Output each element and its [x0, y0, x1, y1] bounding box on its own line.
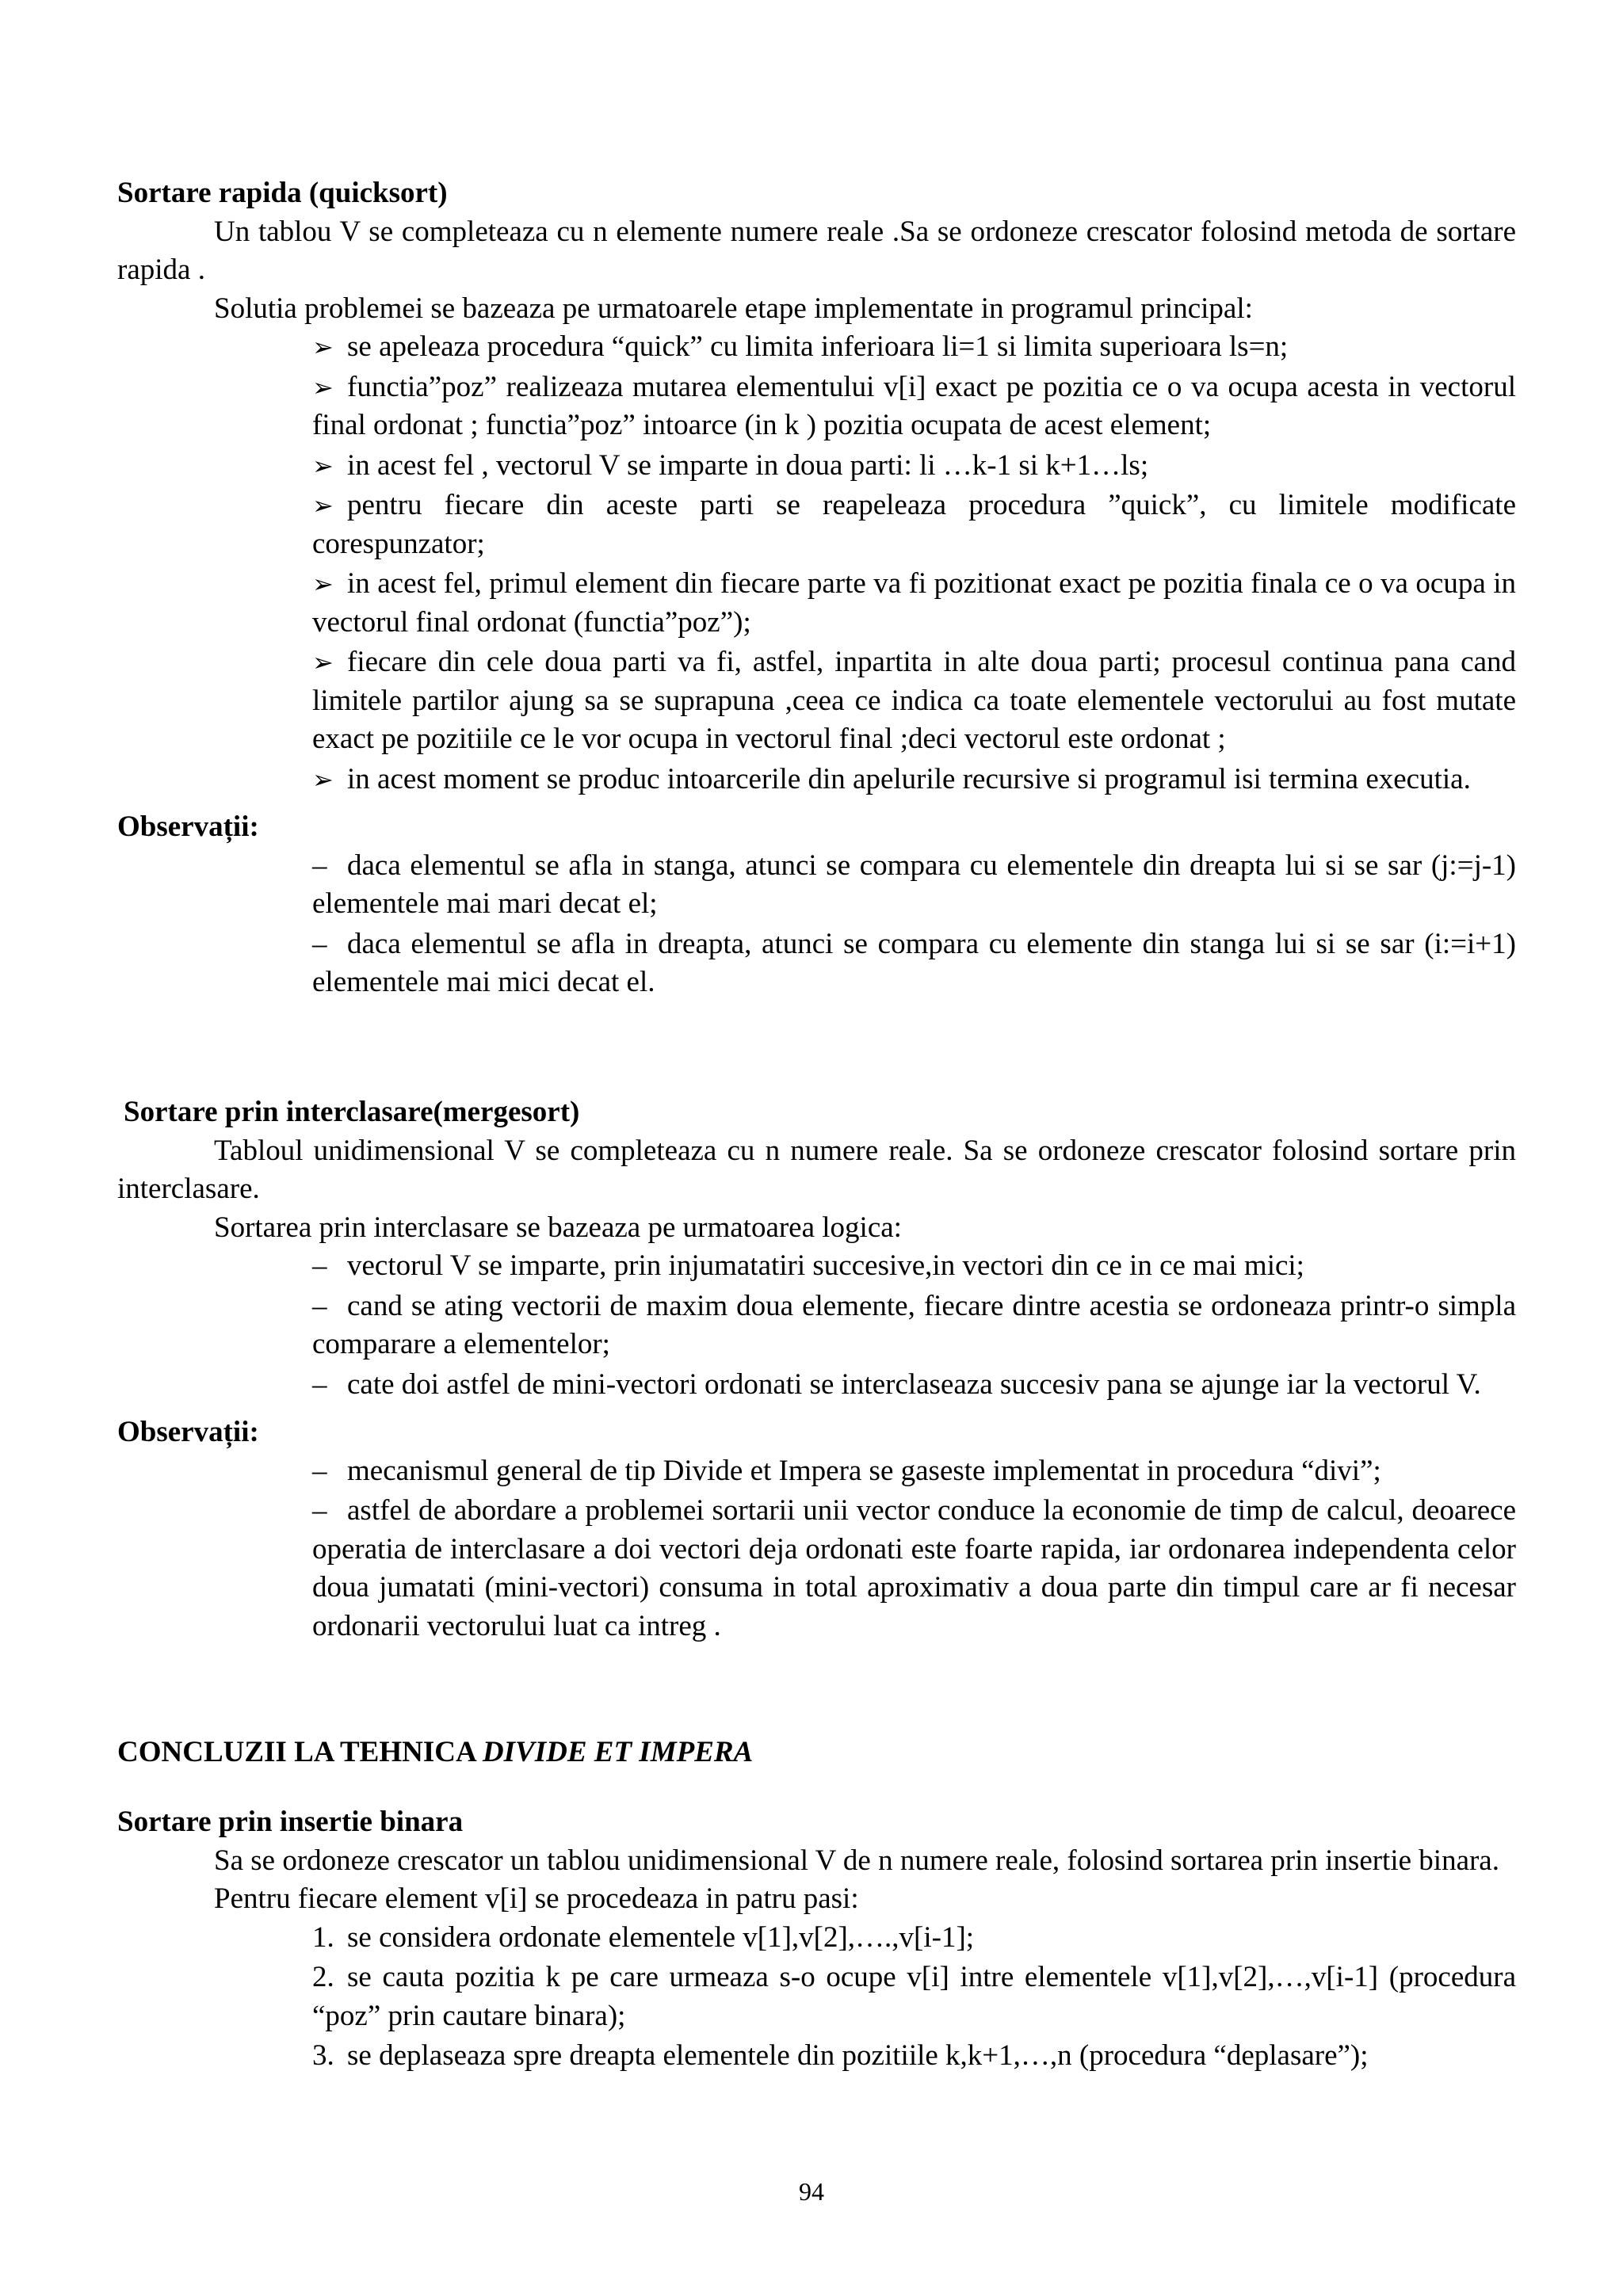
arrow-bullet-icon: ➢	[312, 765, 334, 794]
mergesort-section	[117, 1093, 1516, 1647]
list-item: ➢ fiecare din cele doua parti va fi, astfel, inpartita in alte doua parti; procesul continua pana cand limitele partilor ajung sa se suprapuna ,ceea ce indica ca toate elementele vectorului au fost mutate exact pe pozitiile ce le vor ocupa in vectorul final ;deci vectorul este ordonat ;	[312, 643, 1516, 759]
dash-bullet: –	[312, 1289, 327, 1322]
binary-insertion-section	[117, 1803, 1516, 2077]
list-item: ➢ se apeleaza procedura “quick” cu limita inferioara li=1 si limita superioara ls=n;	[312, 328, 1516, 367]
mergesort-steps	[312, 1247, 1516, 1404]
list-item: ➢ in acest moment se produc intoarcerile din apelurile recursive si programul isi termina executia.	[312, 761, 1516, 799]
dash-bullet: –	[312, 1249, 327, 1282]
quicksort-steps	[312, 328, 1516, 799]
list-item: ➢ in acest fel, primul element din fiecare parte va fi pozitionat exact pe pozitia finala ce o va ocupa in vectorul final ordonat (functia”poz”);	[312, 565, 1516, 642]
dash-bullet: –	[312, 1494, 327, 1527]
list-item: ➢ pentru fiecare din aceste parti se reapeleaza procedura ”quick”, cu limitele modificate corespunzator;	[312, 486, 1516, 563]
arrow-bullet-icon: ➢	[312, 648, 334, 677]
step-number: 2.	[312, 1961, 334, 1993]
mergesort-observations	[312, 1452, 1516, 1646]
conclusion-section	[117, 1733, 1516, 1772]
list-item: – cand se ating vectorii de maxim doua elemente, fiecare dintre acestia se ordoneaza printr-o simpla comparare a elementelor;	[312, 1287, 1516, 1364]
dash-bullet: –	[312, 1454, 327, 1487]
paragraph: Sortarea prin interclasare se bazeaza pe urmatoarea logica:	[214, 1211, 902, 1244]
step-number: 1.	[312, 1920, 334, 1954]
observations-label: Observații:	[117, 810, 259, 843]
list-item: 1. se considera ordonate elementele v[1],v[2],….,v[i-1];	[312, 1919, 1516, 1958]
dash-bullet: –	[312, 927, 327, 960]
section-title: Sortare rapida (quicksort)	[117, 177, 448, 209]
list-item: 2. se cauta pozitia k pe care urmeaza s-o ocupe v[i] intre elementele v[1],v[2],…,v[i-1] (procedura “poz” prin cautare binara);	[312, 1958, 1516, 2035]
section-title: Sortare prin interclasare(mergesort)	[124, 1096, 580, 1128]
paragraph: Un tablou V se completeaza cu n elemente numere reale .Sa se ordoneze crescator folosind metoda de sortare rapida .	[117, 215, 1516, 286]
binary-insertion-steps	[312, 1919, 1516, 2076]
paragraph: Tabloul unidimensional V se completeaza cu n numere reale. Sa se ordoneze crescator folosind sortare prin interclasare.	[117, 1134, 1516, 1205]
observations-label: Observații:	[117, 1416, 259, 1448]
list-item: – daca elementul se afla in dreapta, atunci se compara cu elemente din stanga lui si se sar (i:=i+1) elementele mai mici decat el.	[312, 925, 1516, 1002]
arrow-bullet-icon: ➢	[312, 333, 334, 361]
step-number: 3.	[312, 2039, 334, 2072]
arrow-bullet-icon: ➢	[312, 491, 334, 520]
dash-bullet: –	[312, 849, 327, 882]
list-item: – vectorul V se imparte, prin injumatatiri succesive,in vectori din ce in ce mai mici;	[312, 1247, 1516, 1286]
paragraph: Sa se ordoneze crescator un tablou unidimensional V de n numere reale, folosind sortarea prin insertie binara.	[214, 1844, 1499, 1877]
paragraph: Solutia problemei se bazeaza pe urmatoarele etape implementate in programul principal:	[214, 292, 1253, 325]
arrow-bullet-icon: ➢	[312, 570, 334, 598]
section-title: Sortare prin insertie binara	[117, 1806, 464, 1838]
list-item: ➢ in acest fel , vectorul V se imparte in doua parti: li …k-1 si k+1…ls;	[312, 447, 1516, 486]
quicksort-observations	[312, 847, 1516, 1002]
paragraph: Pentru fiecare element v[i] se procedeaza in patru pasi:	[214, 1882, 859, 1915]
list-item: – astfel de abordare a problemei sortarii unii vector conduce la economie de timp de calcul, deoarece operatia de interclasare a doi vectori deja ordonati este foarte rapida, iar ordonarea independenta celor doua jumatati (mini-vectori) consuma in total aproximativ a doua parte din timpul care ar fi necesar ordonarii vectorului luat ca intreg .	[312, 1492, 1516, 1646]
conclusion-title: CONCLUZII LA TEHNICA DIVIDE ET IMPERA	[117, 1736, 754, 1768]
page-number: 94	[799, 2177, 824, 2206]
list-item: – cate doi astfel de mini-vectori ordonati se interclaseaza succesiv pana se ajunge iar la vectorul V.	[312, 1366, 1516, 1405]
list-item: – daca elementul se afla in stanga, atunci se compara cu elementele din dreapta lui si se sar (j:=j-1) elementele mai mari decat el;	[312, 847, 1516, 924]
quicksort-section	[117, 174, 1516, 1004]
arrow-bullet-icon: ➢	[312, 372, 334, 402]
list-item: ➢ functia”poz” realizeaza mutarea elementului v[i] exact pe pozitia ce o va ocupa acesta in vectorul final ordonat ; functia”poz” intoarce (in k ) pozitia ocupata de acest element;	[312, 368, 1516, 445]
dash-bullet: –	[312, 1367, 327, 1401]
list-item: – mecanismul general de tip Divide et Impera se gaseste implementat in procedura “divi”;	[312, 1452, 1516, 1491]
list-item: 3. se deplaseaza spre dreapta elementele din pozitiile k,k+1,…,n (procedura “deplasare”);	[312, 2037, 1516, 2076]
arrow-bullet-icon: ➢	[312, 451, 334, 480]
